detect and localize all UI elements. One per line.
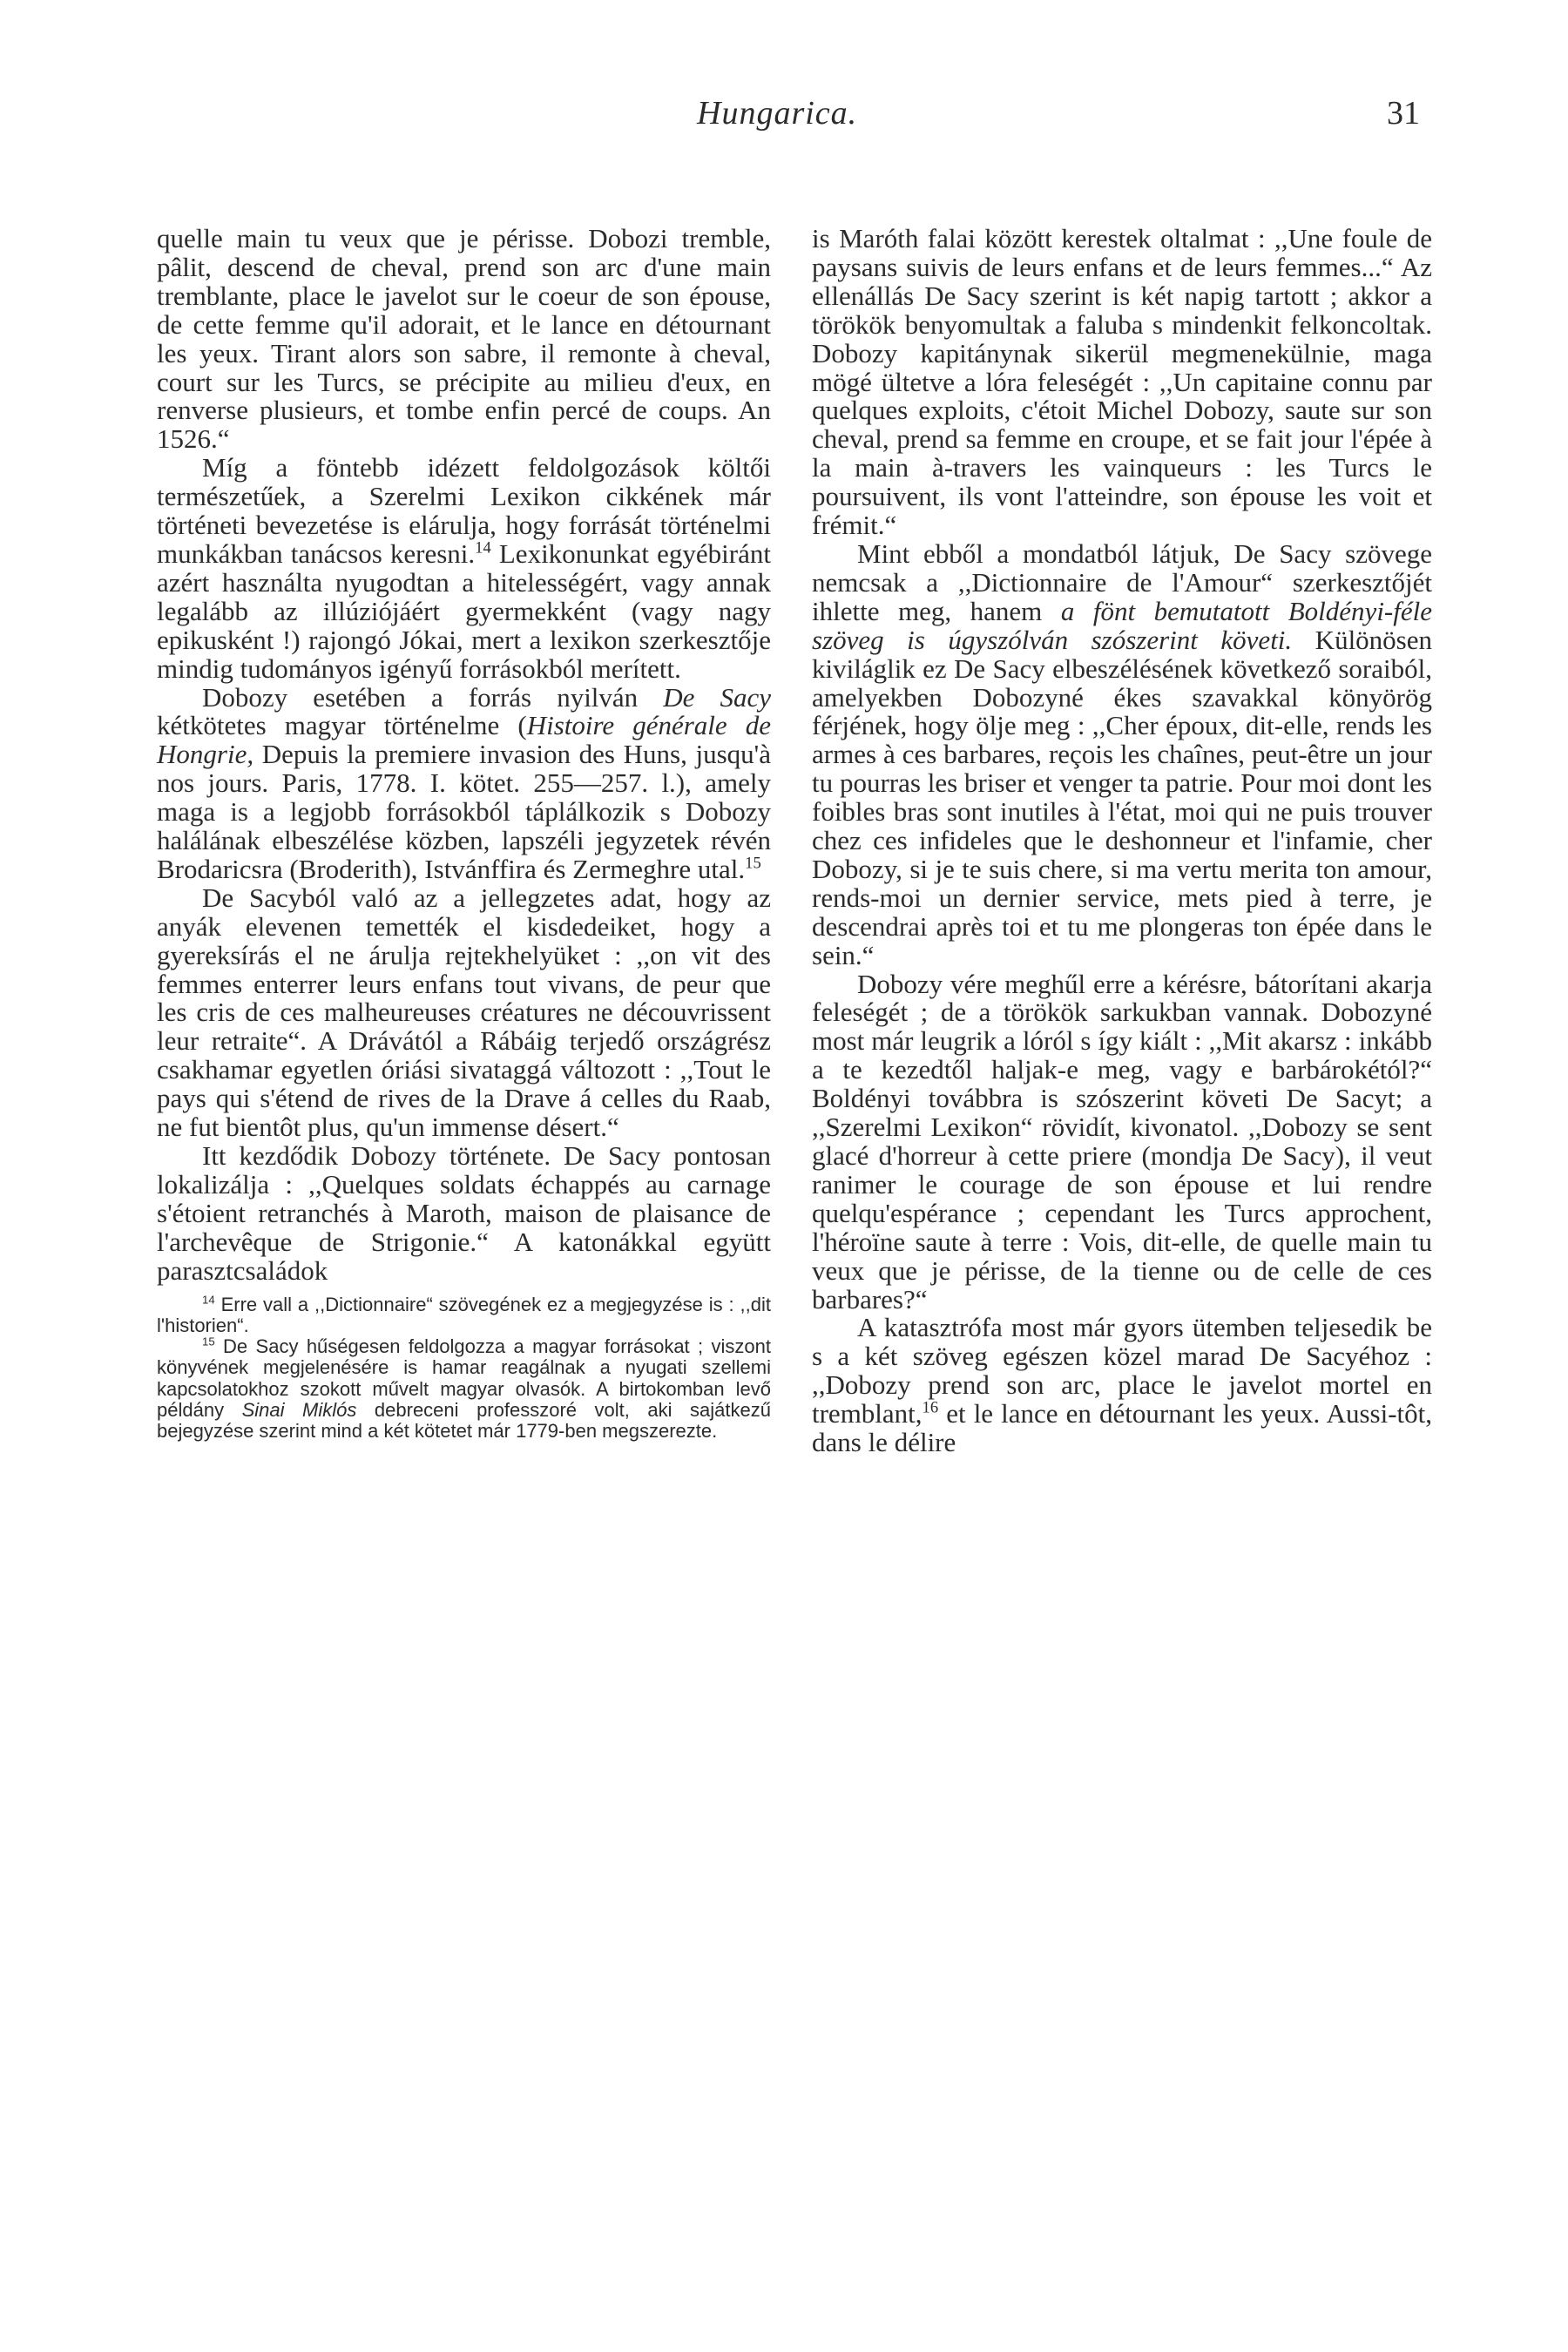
paragraph: A katasztrófa most már gyors ütemben teljesedik be s a két szöveg egészen közel marad De Sacyéhoz : ,,Dobozy prend son arc, place le javelot mortel en tremblant,$^{16}$ et le lance en détournant les yeux. Aussi-tôt, dans le délire — [812, 1312, 1432, 1458]
footnote-15: $^{15}$ De Sacy hűségesen feldolgozza a magyar forrásokat ; viszont könyvének megjelenésére is hamar reagálnak a nyugati szellemi kapcsolatokhoz szokott művelt magyar olvasók. A birtokomban levő példány Sinai Miklós debreceni professzoré volt, aki sajátkezű bejegyzése szerint mind a két kötetet már 1779-ben megszerezte. — [157, 1335, 771, 1443]
page-number: 31 — [1387, 95, 1420, 132]
paragraph: Míg a föntebb idézett feldolgozások költői természetűek, a Szerelmi Lexikon cikkének már történeti bevezetése is elárulja, hogy forrását történelmi munkákban tanácsos keresni.$^{14}$ Lexikonunkat egyébiránt azért használta nyugodtan a hitelességért, vagy annak legalább az illúziójáért gyermekként (vagy nagy epikusként !) rajongó Jókai, mert a lexikon szerkesztője mindig tudományos igényű forrásokból merített. — [157, 452, 771, 684]
paragraph: Dobozy esetében a forrás nyilván De Sacy kétkötetes magyar történelme (Histoire générale de Hongrie, Depuis la premiere invasion des Huns, jusqu'à nos jours. Paris, 1778. I. kötet. 255—257. l.), amely maga is a legjobb forrásokból táplálkozik s Dobozy halálának elbeszélése közben, lapszéli jegyzetek révén Brodaricsra (Broderith), Istvánffira és Zermeghre utal.$^{15}$ — [157, 681, 771, 884]
paragraph: is Maróth falai között kerestek oltalmat : ,,Une foule de paysans suivis de leurs enfans et de leurs femmes...“ Az ellenállás De Sacy szerint is két napig tartott ; akkor a törökök benyomultak a faluba s mindenkit felkoncoltak. Dobozy kapitánynak sikerül megmenekülnie, maga mögé ültetve a lóra feleségét : ,,Un capitaine connu par quelques exploits, c'étoit Michel Dobozy, saute sur son cheval, prend sa femme en croupe, et se fait jour l'épée à la main à-travers les vainqueurs : les Turcs le poursuivent, ils vont l'atteindre, son épouse les voit et frémit.“ — [812, 223, 1432, 541]
footnote-ref-14[interactable]: 14 — [475, 538, 491, 558]
footnotes — [157, 1294, 771, 1443]
footnote-14: $^{14}$ Erre vall a ,,Dictionnaire“ szövegének ez a megjegyzése is : ,,dit l'historien“. — [157, 1293, 771, 1336]
paragraph: Itt kezdődik Dobozy története. De Sacy pontosan lokalizálja : ,,Quelques soldats échappés au carnage s'étoient retranchés à Maroth, maison de plaisance de l'archevêque de Strigonie.“ A katonákkal együtt parasztcsaládok — [157, 1140, 771, 1286]
footnote-ref-15[interactable]: 15 — [745, 854, 761, 873]
paragraph: Dobozy vére meghűl erre a kérésre, bátorítani akarja feleségét ; de a törökök sarkukban vannak. Dobozyné most már leugrik a lóról s így kiált : ,,Mit akarsz : inkább a te kezedtől haljak-e meg, vagy e barbárokétól?“ Boldényi továbbra is szószerint követi De Sacyt; a ,,Szerelmi Lexikon“ rövidít, kivonatol. ,,Dobozy se sent glacé d'horreur à cette priere (mondja De Sacy), il veut ranimer le courage de son épouse et lui rendre quelqu'espérance ; cependant les Turcs approchent, l'héroïne saute à terre : Vois, dit-elle, de quelle main tu veux que je périsse, de la tienne ou de celle de ces barbares?“ — [812, 968, 1432, 1315]
paragraph: De Sacyból való az a jellegzetes adat, hogy az anyák elevenen temették el kisdedeiket, hogy a gyereksírás el ne árulja rejtekhelyüket : ,,on vit des femmes enterrer leurs enfans tout vivans, de peur que les cris de ces malheureuses créatures ne découvrissent leur retraite“. A Drávától a Rábáig terjedő országrész csakhamar egyetlen óriási sivataggá változott : ,,Tout le pays qui s'étend de rives de la Drave á celles du Raab, ne fut bientôt plus, qu'un immense désert.“ — [157, 882, 771, 1143]
right-column — [812, 225, 1432, 1457]
paragraph: quelle main tu veux que je périsse. Dobozi tremble, pâlit, descend de cheval, prend son arc d'une main tremblante, place le javelot sur le coeur de son épouse, de cette femme qu'il adorait, et le lance en détournant les yeux. Tirant alors son sabre, il remonte à cheval, court sur les Turcs, se précipite au milieu d'eux, en renverse plusieurs, et tombe enfin percé de coups. An 1526.“ — [157, 223, 771, 455]
running-head-title: Hungarica. — [697, 95, 858, 132]
left-column — [157, 225, 771, 1443]
paragraph: Mint ebből a mondatból látjuk, De Sacy szövege nemcsak a ,,Dictionnaire de l'Amour“ szerkesztőjét ihlette meg, hanem a fönt bemutatott Boldényi-féle szöveg is úgyszólván szószerint követi. Különösen kiviláglik ez De Sacy elbeszélésének következő soraiból, amelyekben Dobozyné ékes szavakkal könyörög férjének, hogy ölje meg : ,,Cher époux, dit-elle, rends les armes à ces barbares, reçois les chaînes, peut-être un jour tu pourras les briser et venger ta patrie. Pour moi dont les foibles bras sont inutiles à l'état, moi qui ne puis trouver chez ces infideles que le deshonneur et l'infamie, cher Dobozy, si je te suis chere, si ma vertu merita ton amour, rends-moi un dernier service, mets pied à terre, je descendrai après toi et tu me plongeras ton épée dans le sein.“ — [812, 537, 1433, 970]
footnote-ref-16[interactable]: 16 — [922, 1398, 939, 1417]
